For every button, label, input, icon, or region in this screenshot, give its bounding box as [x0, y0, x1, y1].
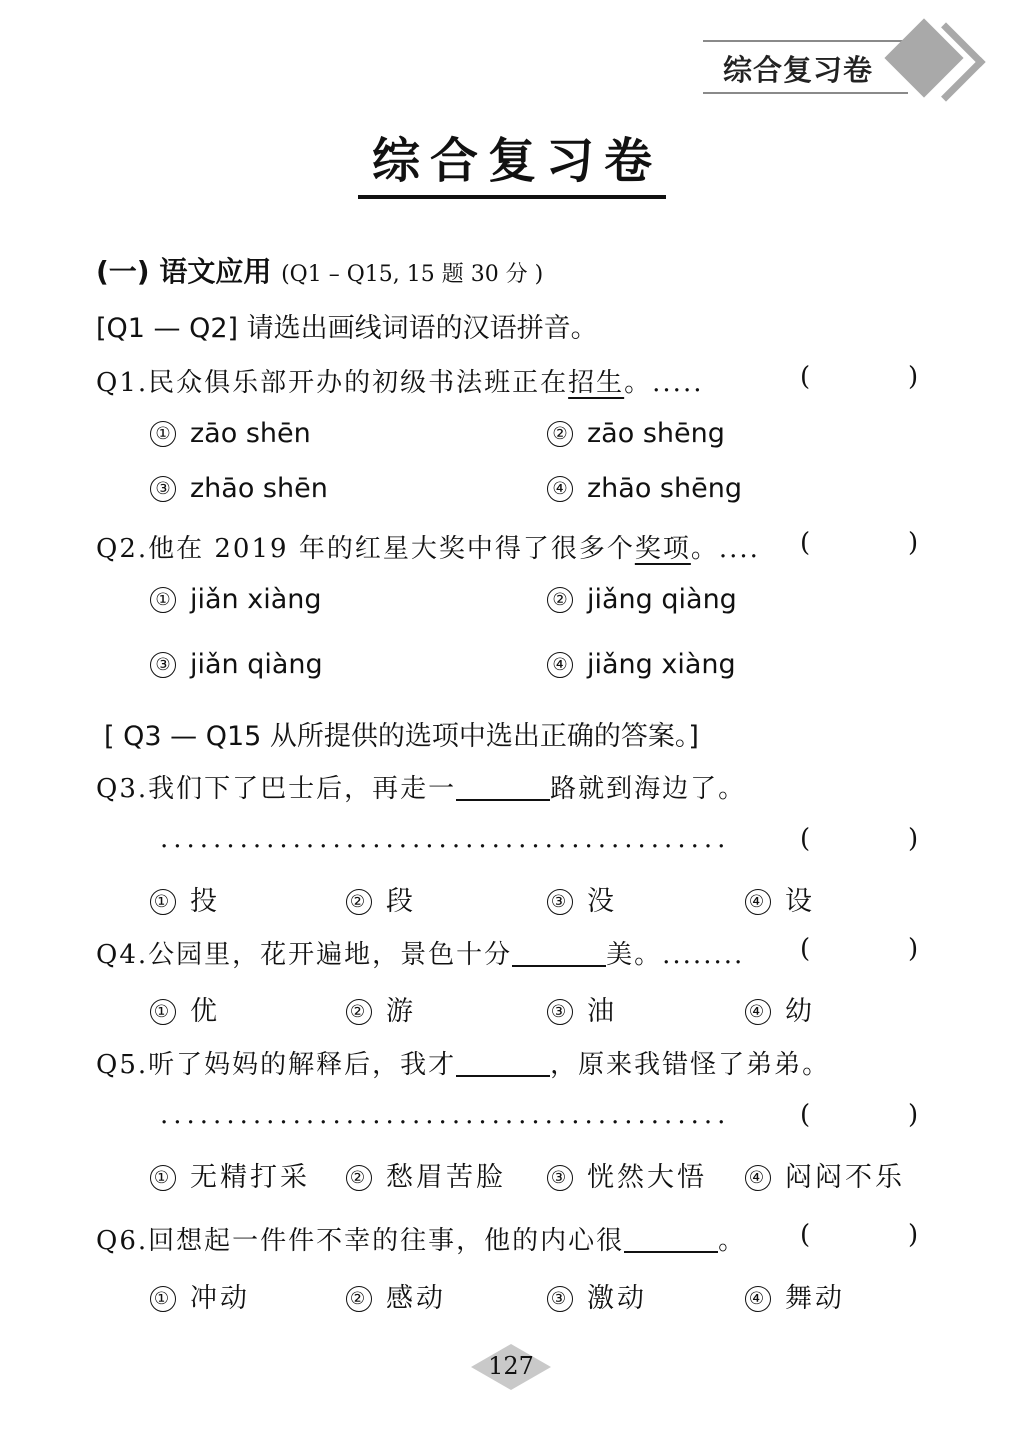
instruction-q3-q15: [ Q3 — Q15 从所提供的选项中选出正确的答案。]	[104, 721, 699, 752]
page-title: 综合复习卷	[358, 133, 666, 199]
question-text: 听了妈妈的解释后，我才	[148, 1050, 457, 1080]
question-text: 回想起一件件不幸的往事，他的内心很	[148, 1226, 625, 1256]
q5-option-3[interactable]: ③ 恍然大悟	[547, 1155, 707, 1194]
q5-option-4[interactable]: ④ 闷闷不乐	[745, 1155, 905, 1194]
question-text-end: 。....	[690, 534, 760, 564]
question-6	[96, 1220, 746, 1257]
question-text-end: 美。........	[606, 940, 745, 970]
question-4	[96, 934, 744, 971]
q4-option-4[interactable]: ④ 幼	[745, 989, 815, 1028]
question-number: Q5.	[96, 1050, 149, 1080]
q4-option-3[interactable]: ③ 油	[547, 989, 617, 1028]
page-title-wrap	[0, 122, 1024, 191]
q4-option-2[interactable]: ② 游	[346, 989, 416, 1028]
q6-option-2[interactable]: ② 感动	[346, 1276, 446, 1315]
question-number: Q1.	[96, 368, 149, 398]
section-heading-sub: (Q1 – Q15, 15 题 30 分 )	[281, 262, 544, 287]
q3-option-1[interactable]: ① 投	[150, 879, 220, 918]
q2-option-2[interactable]: ② jiǎng qiàng	[547, 584, 737, 615]
question-number: Q2.	[96, 534, 149, 564]
q1-option-2[interactable]: ② zāo shēng	[547, 418, 725, 449]
page-number-badge	[471, 1344, 551, 1390]
fill-blank[interactable]	[624, 1225, 718, 1253]
answer-bracket-q3[interactable]: ( )	[800, 824, 919, 854]
header-tab	[703, 40, 908, 94]
answer-bracket-q5[interactable]: ( )	[800, 1100, 919, 1130]
question-text: 公园里，花开遍地，景色十分	[148, 940, 513, 970]
question-5	[96, 1044, 830, 1081]
q2-option-4[interactable]: ④ jiǎng xiàng	[547, 649, 736, 680]
question-text: 他在 2019 年的红星大奖中得了很多个	[148, 534, 635, 564]
question-3	[96, 768, 746, 805]
answer-bracket-q6[interactable]: ( )	[800, 1220, 919, 1250]
fill-blank[interactable]	[456, 1049, 550, 1077]
question-1	[96, 362, 703, 399]
q1-option-3[interactable]: ③ zhāo shēn	[150, 473, 328, 504]
page-number: 127	[488, 1352, 534, 1380]
question-text: 民众俱乐部开办的初级书法班正在	[148, 368, 569, 398]
answer-bracket-q2[interactable]: ( )	[800, 528, 919, 558]
underlined-word: 奖项	[634, 534, 691, 564]
question-text-end: 。.....	[624, 368, 704, 398]
question-number: Q4.	[96, 940, 149, 970]
answer-bracket-q1[interactable]: ( )	[800, 362, 919, 392]
question-number: Q3.	[96, 774, 149, 804]
q1-option-4[interactable]: ④ zhāo shēng	[547, 473, 742, 504]
question-text-end: 路就到海边了。	[550, 774, 747, 804]
q6-option-4[interactable]: ④ 舞动	[745, 1276, 845, 1315]
question-text: 我们下了巴士后，再走一	[148, 774, 457, 804]
q4-option-1[interactable]: ① 优	[150, 989, 220, 1028]
fill-blank[interactable]	[512, 939, 606, 967]
fill-blank[interactable]	[456, 773, 550, 801]
header-tab-label: 综合复习卷	[723, 53, 874, 87]
underlined-word: 招生	[568, 368, 625, 398]
question-text-end: 。	[718, 1226, 747, 1256]
section-heading-text: (一) 语文应用	[96, 255, 272, 288]
q1-option-1[interactable]: ① zāo shēn	[150, 418, 311, 449]
leader-dots: ...........................................	[160, 1100, 731, 1130]
q6-option-3[interactable]: ③ 激动	[547, 1276, 647, 1315]
q3-option-4[interactable]: ④ 设	[745, 879, 815, 918]
q3-option-3[interactable]: ③ 没	[547, 879, 617, 918]
q3-option-2[interactable]: ② 段	[346, 879, 416, 918]
leader-dots: ...........................................	[160, 824, 731, 854]
q6-option-1[interactable]: ① 冲动	[150, 1276, 250, 1315]
answer-bracket-q4[interactable]: ( )	[800, 934, 919, 964]
question-text-end: ，原来我错怪了弟弟。	[550, 1050, 831, 1080]
q2-option-3[interactable]: ③ jiǎn qiàng	[150, 649, 323, 680]
q5-option-2[interactable]: ② 愁眉苦脸	[346, 1155, 506, 1194]
instruction-q1-q2: [Q1 — Q2] 请选出画线词语的汉语拼音。	[96, 313, 598, 344]
section-heading	[96, 250, 543, 290]
question-2	[96, 528, 760, 565]
question-number: Q6.	[96, 1226, 149, 1256]
q5-option-1[interactable]: ① 无精打采	[150, 1155, 310, 1194]
q2-option-1[interactable]: ① jiǎn xiàng	[150, 584, 322, 615]
